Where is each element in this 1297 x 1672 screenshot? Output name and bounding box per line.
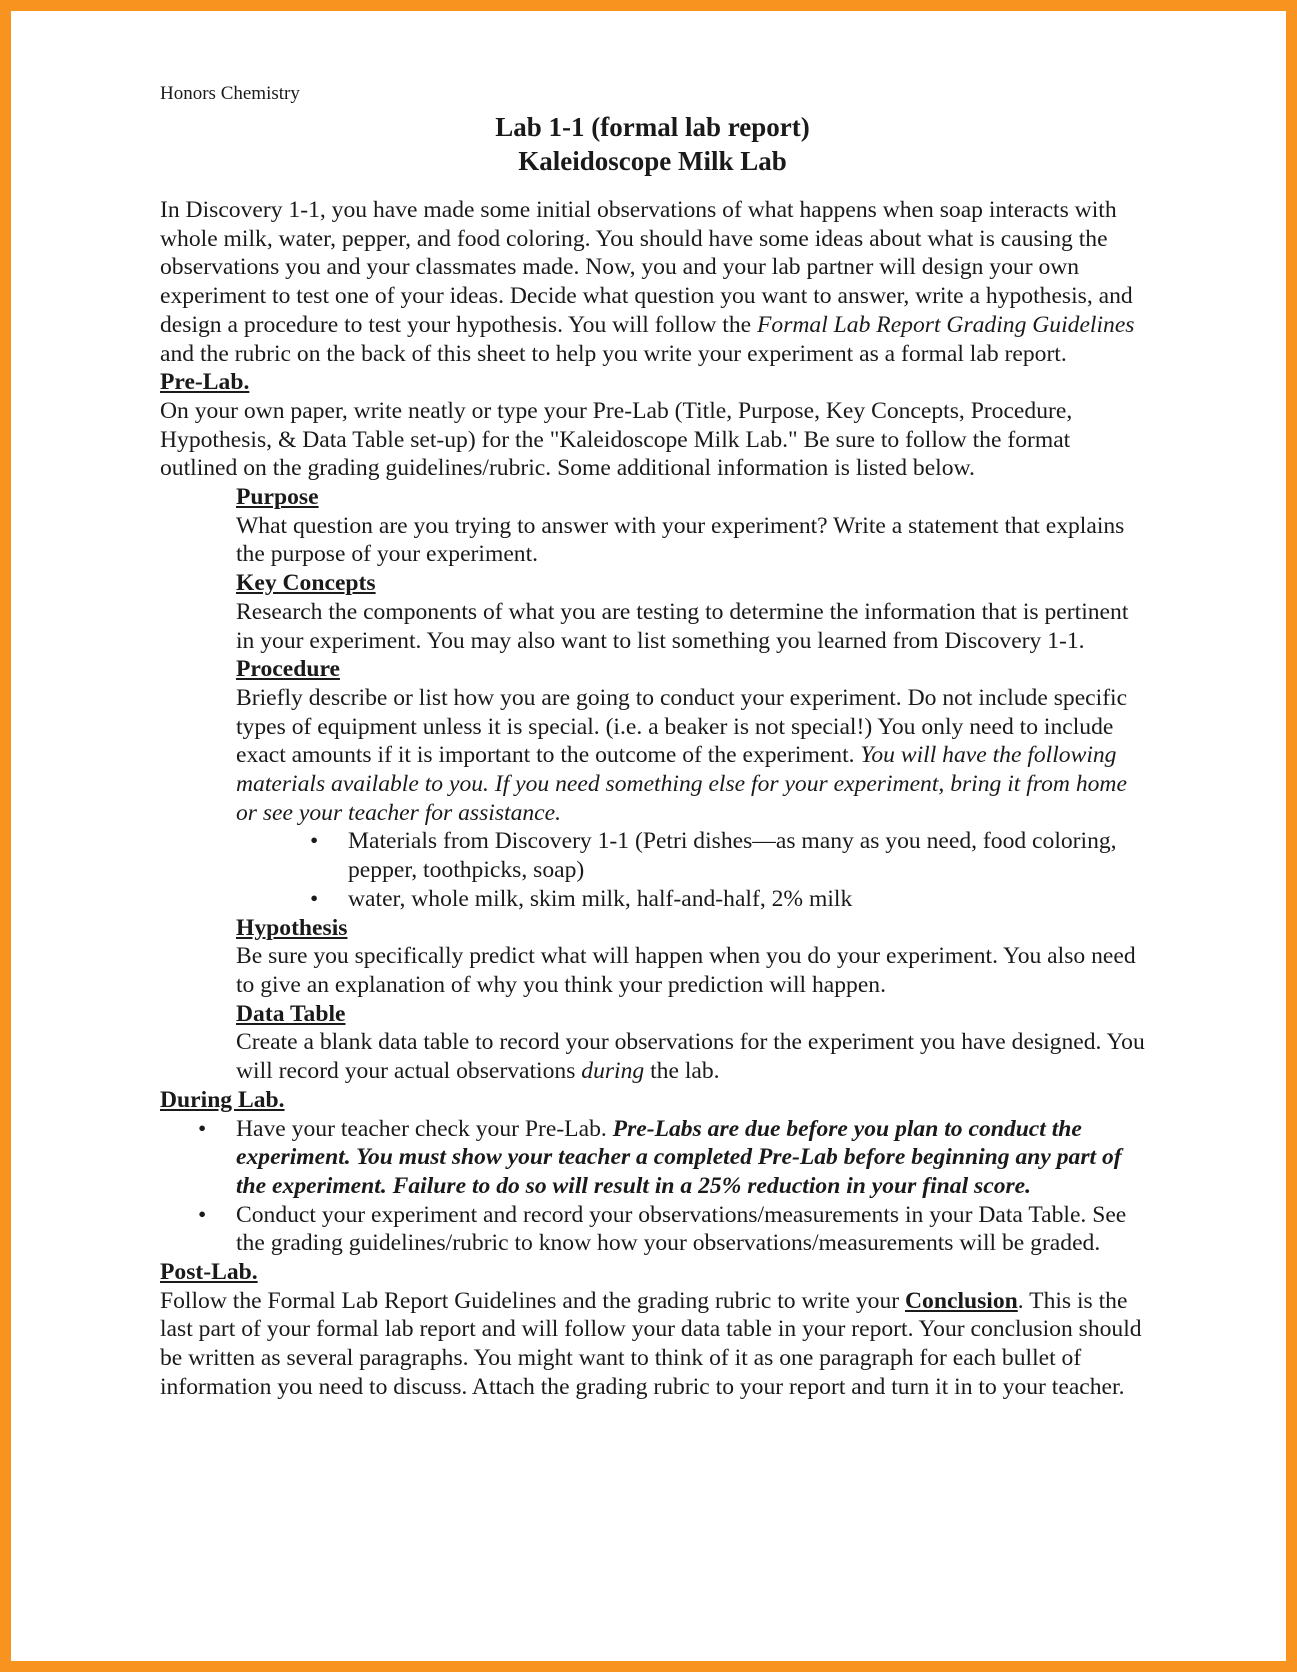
- post-lab-paragraph: [160, 1287, 1145, 1402]
- post-lab-heading: Post-Lab.: [160, 1259, 258, 1286]
- materials-list: [310, 827, 1145, 913]
- prelab-heading: Pre-Lab.: [160, 369, 250, 396]
- list-item: [198, 1201, 1145, 1258]
- intro-guidelines-ref: Formal Lab Report Grading Guidelines: [757, 311, 1135, 338]
- conclusion-term: Conclusion: [905, 1287, 1018, 1314]
- hypothesis-text: Be sure you specifically predict what will happen when you do your experiment. You also need to give an explanation of why you think your prediction will happen.: [236, 943, 1136, 998]
- bullet-icon: •: [310, 828, 319, 855]
- intro-text: In Discovery 1-1, you have made some initial observations of what happens when soap interacts with whole milk, water, pepper, and food coloring. You should have some ideas about what is causing the observations you and your classmates made. Now, you and your lab partner will design your own experiment to test one of your ideas. Decide what question you want to answer, write a hypothesis, and design a procedure to test your hypothesis. You will follow the: [160, 197, 1133, 338]
- procedure-text: [236, 684, 1145, 828]
- post-lab-text-end: . This is the last part of your formal lab report and will follow your data table in your report. Your conclusion should be written as several paragraphs. You might want to think of it as one paragraph for each bullet of information you need to discuss. Attach the grading rubric to your report and turn it in to your teacher.: [160, 1287, 1142, 1400]
- procedure-italic: You will have the following materials available to you. If you need something else for your experiment, bring it from home or see your teacher for assistance.: [236, 742, 1127, 826]
- during-lab-list: [198, 1115, 1145, 1259]
- procedure-heading: Procedure: [236, 656, 340, 683]
- post-lab-text: Follow the Formal Lab Report Guidelines and the grading rubric to write your: [160, 1287, 906, 1314]
- data-table-heading: Data Table: [236, 1000, 346, 1027]
- document-body: [160, 82, 1145, 1402]
- data-table-italic: during: [581, 1058, 645, 1085]
- bullet-icon: •: [198, 1115, 207, 1142]
- title-block: [160, 110, 1145, 178]
- data-table-end: the lab.: [644, 1058, 720, 1085]
- list-item: [310, 885, 1145, 914]
- lab-subtitle: Kaleidoscope Milk Lab: [518, 146, 787, 176]
- during-lab-heading: During Lab.: [160, 1086, 285, 1113]
- during-lab-warning: Pre-Labs are due before you plan to conduct the experiment. You must show your teacher a completed Pre-Lab before beginning any part of the experiment. Failure to do so will result in a 25% reduction in your final score.: [236, 1115, 1122, 1199]
- prelab-subsections-2: [236, 914, 1145, 1086]
- data-table-plain: Create a blank data table to record your observations for the experiment you have designed. You will record your actual observations: [236, 1029, 1145, 1085]
- materials-item-text: water, whole milk, skim milk, half-and-half, 2% milk: [348, 885, 853, 912]
- key-concepts-heading: Key Concepts: [236, 570, 376, 597]
- list-item: [198, 1115, 1145, 1201]
- lab-title: Lab 1-1 (formal lab report): [495, 112, 810, 142]
- list-item: [310, 827, 1145, 884]
- hypothesis-heading: Hypothesis: [236, 914, 348, 941]
- procedure-plain: Briefly describe or list how you are going to conduct your experiment. Do not include specific types of equipment unless it is special. (i.e. a beaker is not special!) You only need to include exact amounts if it is important to the outcome of the experiment.: [236, 684, 1128, 769]
- during-lab-item-text: Have your teacher check your Pre-Lab.: [236, 1115, 613, 1142]
- bullet-icon: •: [198, 1201, 207, 1228]
- key-concepts-text: Research the components of what you are testing to determine the information that is pertinent in your experiment. You may also want to list something you learned from Discovery 1-1.: [236, 598, 1129, 654]
- materials-item-text: Materials from Discovery 1-1 (Petri dishes—as many as you need, food coloring, pepper, toothpicks, soap): [348, 828, 1117, 884]
- intro-text-end: and the rubric on the back of this sheet to help you write your experiment as a formal lab report.: [160, 340, 1067, 367]
- course-name: Honors Chemistry: [160, 83, 300, 104]
- intro-paragraph: [160, 196, 1145, 368]
- prelab-paragraph: On your own paper, write neatly or type your Pre-Lab (Title, Purpose, Key Concepts, Procedure, Hypothesis, & Data Table set-up) for the "Kaleidoscope Milk Lab." Be sure to follow the format outlined on the grading guidelines/rubric. Some additional information is listed below.: [160, 397, 1073, 482]
- purpose-heading: Purpose: [236, 484, 319, 511]
- purpose-text: What question are you trying to answer with your experiment? Write a statement that explains the purpose of your experiment.: [236, 512, 1125, 568]
- bullet-icon: •: [310, 885, 319, 912]
- data-table-text: [236, 1028, 1145, 1085]
- prelab-subsections: [236, 483, 1145, 827]
- during-lab-item-text: Conduct your experiment and record your observations/measurements in your Data Table. See the grading guidelines/rubric to know how your observations/measurements will be graded.: [236, 1201, 1127, 1257]
